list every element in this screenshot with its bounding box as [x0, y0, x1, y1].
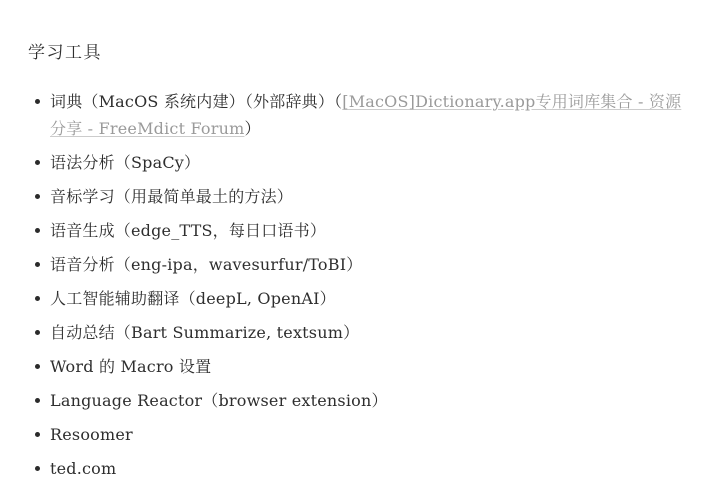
list-item-speech-analysis	[28, 251, 685, 278]
bullet-column	[28, 217, 50, 233]
list-item-ai-translation	[28, 285, 685, 312]
bullet-column	[28, 285, 50, 301]
list-item-resoomer	[28, 421, 685, 448]
freemdict-forum-link[interactable]: [MacOS]Dictionary.app专用词库集合 - 资源分享 - FreeMdict Forum	[50, 92, 682, 138]
bullet-column	[28, 183, 50, 199]
bullet-icon	[35, 330, 40, 335]
bullet-column	[28, 353, 50, 369]
page-title: 学习工具	[28, 43, 102, 63]
bullet-icon	[35, 398, 40, 403]
item-text-segment: Word 的 Macro 设置	[50, 357, 212, 376]
bullet-column	[28, 319, 50, 335]
bullet-icon	[35, 466, 40, 471]
list-item-word-macro	[28, 353, 685, 380]
item-content	[50, 251, 685, 278]
item-content	[50, 455, 685, 482]
item-text-segment: 自动总结（Bart Summarize, textsum）	[50, 323, 360, 342]
bullet-icon	[35, 160, 40, 165]
list-item-grammar-analysis	[28, 149, 685, 176]
item-text-segment: Resoomer	[50, 425, 133, 444]
bullet-column	[28, 149, 50, 165]
item-text-segment: 语法分析（SpaCy）	[50, 153, 201, 172]
item-text-segment: 音标学习（用最简单最土的方法）	[50, 187, 294, 206]
bullet-column	[28, 251, 50, 267]
tool-list	[28, 88, 685, 482]
item-text-segment: Language Reactor（browser extension）	[50, 391, 388, 410]
bullet-icon	[35, 262, 40, 267]
bullet-column	[28, 88, 50, 104]
item-content	[50, 353, 685, 380]
bullet-icon	[35, 432, 40, 437]
item-content	[50, 149, 685, 176]
list-item-auto-summary	[28, 319, 685, 346]
bullet-icon	[35, 364, 40, 369]
item-text-segment: 语音生成（edge_TTS，每日口语书）	[50, 221, 327, 240]
item-content	[50, 421, 685, 448]
item-content	[50, 319, 685, 346]
item-content	[50, 217, 685, 244]
list-item-phonetic-learning	[28, 183, 685, 210]
list-item-dictionary	[28, 88, 685, 142]
bullet-icon	[35, 228, 40, 233]
bullet-icon	[35, 194, 40, 199]
list-item-language-reactor	[28, 387, 685, 414]
bullet-column	[28, 421, 50, 437]
bullet-icon	[35, 296, 40, 301]
item-text-segment: ted.com	[50, 459, 117, 478]
bullet-icon	[35, 99, 40, 104]
item-text-segment: 词典（MacOS 系统内建）（外部辞典）（	[50, 92, 343, 111]
list-item-speech-generation	[28, 217, 685, 244]
item-text-segment: 语音分析（eng-ipa，wavesurfur/ToBI）	[50, 255, 363, 274]
bullet-column	[28, 455, 50, 471]
item-content	[50, 387, 685, 414]
item-content	[50, 88, 685, 142]
item-text-segment: 人工智能辅助翻译（deepL, OpenAI）	[50, 289, 336, 308]
bullet-column	[28, 387, 50, 403]
item-content	[50, 183, 685, 210]
item-text-segment: ）	[244, 119, 261, 138]
list-item-ted-com	[28, 455, 685, 482]
item-content	[50, 285, 685, 312]
